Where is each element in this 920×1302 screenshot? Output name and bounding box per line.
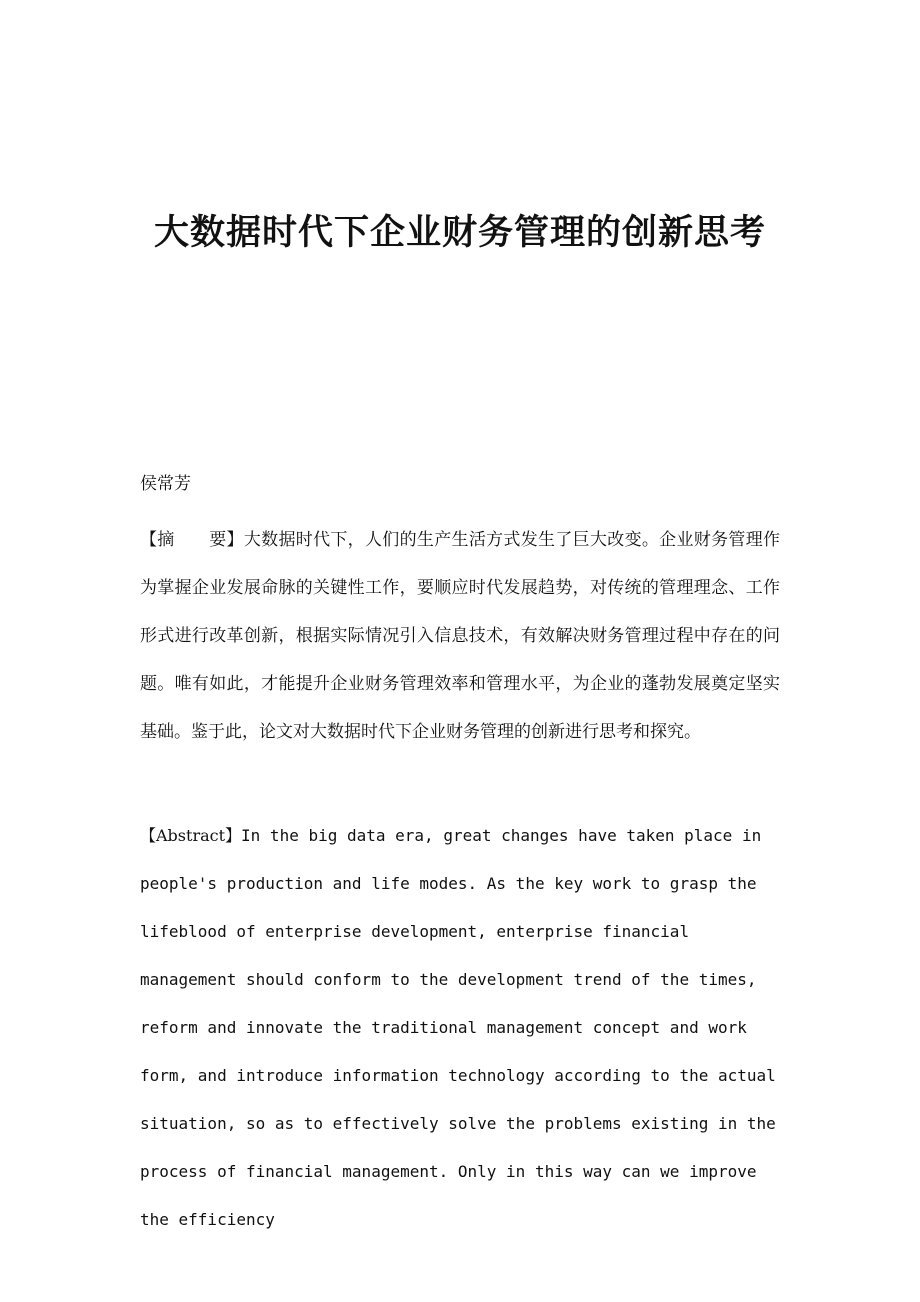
abstract-english-label: 【Abstract】	[140, 826, 242, 845]
abstract-chinese-text: 大数据时代下，人们的生产生活方式发生了巨大改变。企业财务管理作为掌握企业发展命脉的关键性工作，要顺应时代发展趋势，对传统的管理理念、工作形式进行改革创新，根据实际情况引入信息技术，有效解决财务管理过程中存在的问题。唯有如此，才能提升企业财务管理效率和管理水平，为企业的蓬勃发展奠定坚实基础。鉴于此，论文对大数据时代下企业财务管理的创新进行思考和探究。	[140, 530, 781, 742]
abstract-chinese-label: 【摘 要】	[140, 530, 244, 550]
abstract-english-text: In the big data era, great changes have taken place in people's production and life modes. As the key work to grasp the lifeblood of enterprise development, enterprise financial management should conform to the development trend of the times, reform and innovate the traditional management concept and work form, and introduce information technology according to the actual situation, so as to effectively solve the problems existing in the process of financial management. Only in this way can we improve the efficiency	[140, 826, 776, 1229]
abstract-english	[140, 812, 780, 1244]
author-name: 侯常芳	[140, 474, 191, 494]
abstract-chinese	[140, 516, 780, 756]
paper-title: 大数据时代下企业财务管理的创新思考	[153, 212, 766, 253]
